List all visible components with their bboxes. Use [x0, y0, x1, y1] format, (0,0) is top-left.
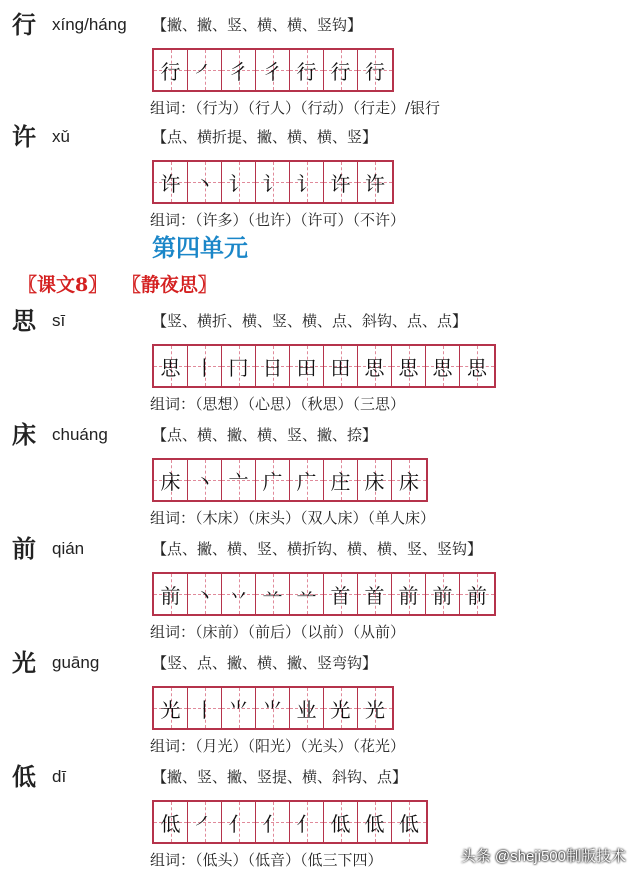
- stroke-glyph: 丨: [194, 697, 215, 722]
- stroke-cell: [154, 802, 188, 842]
- stroke-cell: [256, 460, 290, 500]
- stroke-glyph: 田: [330, 355, 351, 380]
- entry-pinyin: chuáng: [52, 425, 108, 444]
- stroke-cell: [426, 574, 460, 614]
- stroke-glyph: 彳: [228, 59, 249, 84]
- stroke-glyph: 思: [398, 355, 419, 380]
- stroke-cell: [290, 574, 324, 614]
- stroke-cell: [290, 460, 324, 500]
- stroke-glyph: 床: [160, 469, 181, 494]
- stroke-cell: [256, 688, 290, 728]
- lesson-headings: [18, 270, 225, 300]
- word-list: 组词：（行为）（行人）（行动）（行走）/银行: [150, 99, 441, 117]
- stroke-glyph: 䒑: [296, 583, 317, 608]
- stroke-cell: [358, 346, 392, 386]
- stroke-glyph: 行: [296, 59, 317, 84]
- stroke-cell: [290, 162, 324, 202]
- stroke-cell: [324, 688, 358, 728]
- entry-pinyin: xǔ: [52, 127, 70, 146]
- stroke-cell: [222, 346, 256, 386]
- stroke-cell: [154, 50, 188, 90]
- stroke-glyph: 低: [364, 811, 385, 836]
- stroke-glyph: ⺌: [228, 697, 249, 722]
- stroke-cell: [188, 346, 222, 386]
- stroke-cell: [188, 802, 222, 842]
- stroke-grid: [152, 48, 394, 92]
- stroke-order: 【点、横、撇、横、竖、撇、捺】: [152, 426, 378, 444]
- stroke-cell: [290, 802, 324, 842]
- stroke-cell: [222, 162, 256, 202]
- stroke-glyph: 许: [160, 171, 181, 196]
- stroke-cell: [256, 574, 290, 614]
- stroke-cell: [290, 50, 324, 90]
- stroke-glyph: 亻: [228, 811, 249, 836]
- stroke-glyph: 丨: [194, 355, 215, 380]
- stroke-cell: [324, 162, 358, 202]
- entry-char: 低: [12, 762, 36, 791]
- stroke-order: 【点、撇、横、竖、横折钩、横、横、竖、竖钩】: [152, 540, 483, 558]
- stroke-cell: [392, 346, 426, 386]
- stroke-cell: [154, 460, 188, 500]
- stroke-glyph: 亻: [262, 811, 283, 836]
- stroke-glyph: 亻: [296, 811, 317, 836]
- stroke-cell: [358, 574, 392, 614]
- stroke-cell: [188, 162, 222, 202]
- stroke-cell: [188, 574, 222, 614]
- stroke-glyph: 庄: [330, 469, 351, 494]
- lesson-number: 〖课文8〗: [18, 274, 108, 296]
- entry-char: 许: [12, 122, 36, 151]
- stroke-cell: [222, 50, 256, 90]
- stroke-cell: [358, 50, 392, 90]
- stroke-glyph: 前: [432, 583, 453, 608]
- stroke-grid: [152, 160, 394, 204]
- stroke-cell: [460, 346, 494, 386]
- stroke-glyph: 光: [365, 697, 385, 722]
- word-list: 组词：（月光）（阳光）（光头）（花光）: [150, 737, 406, 755]
- stroke-order: 【撇、撇、竖、横、横、竖钩】: [152, 16, 363, 34]
- entry-pinyin: dī: [52, 767, 67, 786]
- stroke-glyph: 讠: [228, 171, 249, 196]
- stroke-order: 【撇、竖、撇、竖提、横、斜钩、点】: [152, 768, 408, 786]
- stroke-glyph: 首: [330, 583, 351, 608]
- stroke-glyph: 广: [262, 469, 283, 494]
- stroke-order: 【竖、点、撇、横、撇、竖弯钩】: [152, 654, 378, 672]
- word-list: 组词：（木床）（床头）（双人床）（单人床）: [150, 509, 436, 527]
- stroke-glyph: 丶: [194, 171, 215, 196]
- stroke-cell: [256, 162, 290, 202]
- word-list: 组词：（低头）（低音）（低三下四）: [150, 851, 383, 869]
- entry-char: 行: [12, 10, 36, 39]
- entry-pinyin: qián: [52, 539, 85, 558]
- entry-char: 床: [12, 420, 36, 449]
- word-list: 组词：（床前）（前后）（以前）（从前）: [150, 623, 406, 641]
- stroke-cell: [460, 574, 494, 614]
- stroke-glyph: 行: [365, 59, 385, 84]
- stroke-glyph: 䒑: [262, 583, 283, 608]
- entry-char: 光: [12, 648, 36, 677]
- stroke-cell: [392, 460, 426, 500]
- stroke-glyph: 彳: [262, 59, 283, 84]
- stroke-glyph: 前: [160, 583, 181, 608]
- stroke-glyph: 冂: [228, 355, 249, 380]
- entry-pinyin: guāng: [52, 653, 100, 672]
- stroke-cell: [222, 802, 256, 842]
- stroke-grid: [152, 800, 428, 844]
- watermark: 头条 @sheji500制版技术: [460, 848, 626, 865]
- stroke-grid: [152, 572, 496, 616]
- stroke-cell: [256, 802, 290, 842]
- stroke-cell: [222, 688, 256, 728]
- stroke-glyph: 广: [296, 469, 317, 494]
- stroke-cell: [392, 574, 426, 614]
- stroke-glyph: ⺌: [262, 697, 283, 722]
- stroke-glyph: 亠: [228, 469, 249, 494]
- stroke-cell: [324, 346, 358, 386]
- stroke-glyph: ㇒: [194, 59, 215, 84]
- stroke-cell: [188, 50, 222, 90]
- stroke-grid: [152, 344, 496, 388]
- stroke-cell: [290, 688, 324, 728]
- stroke-glyph: 许: [365, 171, 385, 196]
- stroke-cell: [358, 802, 392, 842]
- stroke-glyph: 丶: [194, 583, 215, 608]
- stroke-glyph: 低: [399, 811, 419, 836]
- stroke-glyph: ㇒: [194, 811, 215, 836]
- stroke-cell: [358, 460, 392, 500]
- stroke-glyph: 光: [330, 697, 351, 722]
- stroke-glyph: 行: [160, 59, 181, 84]
- stroke-cell: [324, 802, 358, 842]
- stroke-glyph: 许: [330, 171, 351, 196]
- stroke-cell: [358, 162, 392, 202]
- stroke-cell: [154, 688, 188, 728]
- stroke-glyph: 田: [296, 355, 317, 380]
- stroke-glyph: 床: [364, 469, 385, 494]
- stroke-glyph: 讠: [296, 171, 317, 196]
- stroke-glyph: 光: [160, 697, 181, 722]
- stroke-glyph: 低: [330, 811, 351, 836]
- stroke-cell: [358, 688, 392, 728]
- stroke-glyph: 讠: [262, 171, 283, 196]
- stroke-glyph: 日: [262, 355, 283, 380]
- stroke-order: 【点、横折提、撇、横、横、竖】: [152, 128, 378, 146]
- stroke-glyph: 业: [296, 697, 317, 722]
- stroke-glyph: 前: [467, 583, 487, 608]
- lesson-title: 〖静夜思〗: [121, 274, 217, 296]
- stroke-glyph: 思: [467, 355, 487, 380]
- stroke-cell: [324, 50, 358, 90]
- entry-char: 前: [12, 534, 36, 563]
- stroke-glyph: 思: [364, 355, 385, 380]
- stroke-cell: [290, 346, 324, 386]
- stroke-glyph: 低: [160, 811, 181, 836]
- word-list: 组词：（思想）（心思）（秋思）（三思）: [150, 395, 406, 413]
- stroke-cell: [188, 460, 222, 500]
- unit-title: 第四单元: [152, 233, 248, 262]
- stroke-grid: [152, 686, 394, 730]
- stroke-cell: [154, 574, 188, 614]
- stroke-cell: [392, 802, 426, 842]
- stroke-order: 【竖、横折、横、竖、横、点、斜钩、点、点】: [152, 312, 468, 330]
- stroke-glyph: 丷: [228, 583, 249, 608]
- stroke-glyph: 床: [399, 469, 419, 494]
- stroke-glyph: 前: [398, 583, 419, 608]
- stroke-cell: [222, 574, 256, 614]
- stroke-cell: [188, 688, 222, 728]
- stroke-cell: [154, 346, 188, 386]
- entry-char: 思: [12, 306, 36, 335]
- stroke-cell: [426, 346, 460, 386]
- stroke-cell: [256, 50, 290, 90]
- stroke-cell: [324, 460, 358, 500]
- entry-pinyin: xíng/háng: [52, 15, 127, 34]
- stroke-glyph: 首: [364, 583, 385, 608]
- stroke-cell: [324, 574, 358, 614]
- stroke-grid: [152, 458, 428, 502]
- stroke-glyph: 思: [160, 355, 181, 380]
- word-list: 组词：（许多）（也许）（许可）（不许）: [150, 211, 406, 229]
- stroke-cell: [154, 162, 188, 202]
- stroke-cell: [256, 346, 290, 386]
- entry-pinyin: sī: [52, 311, 66, 330]
- stroke-glyph: 丶: [194, 469, 215, 494]
- stroke-glyph: 思: [432, 355, 453, 380]
- stroke-glyph: 行: [330, 59, 351, 84]
- stroke-cell: [222, 460, 256, 500]
